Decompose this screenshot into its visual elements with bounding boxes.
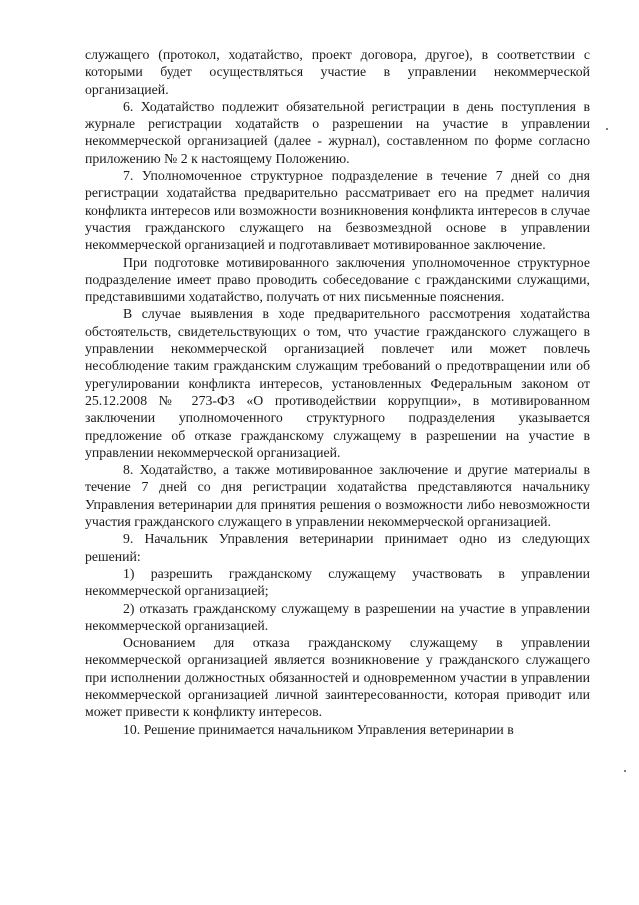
paragraph-8-submission: 8. Ходатайство, а также мотивированное заключение и другие материалы в течение 7 дней со дня регистрации ходатайства представляются начальнику Управления ветеринарии для принятия решения о возможности либо невозможности участия гражданского служащего в управлении некоммерческой организацией. [85,462,590,530]
decision-option-allow: 1) разрешить гражданскому служащему участвовать в управлении некоммерческой организацией; [85,565,590,599]
scan-speck [624,770,626,772]
paragraph-9-refusal-grounds: Основанием для отказа гражданскому служащему в управлении некоммерческой организацией является возникновение у гражданского служащего при исполнении должностных обязанностей и одновременном участии в управлении некоммерческой организацией личной заинтересованности, которая приводит или может привести к конфликту интересов. [85,635,590,720]
document-body [85,46,590,738]
decision-option-refuse: 2) отказать гражданскому служащему в разрешении на участие в управлении некоммерческой организацией. [85,600,590,633]
paragraph-9-decisions: 9. Начальник Управления ветеринарии принимает одно из следующих решений: [85,531,590,564]
paragraph-7-interview: При подготовке мотивированного заключения уполномоченное структурное подразделение имеет право проводить собеседование с гражданскими служащими, представившими ходатайство, получать от них письменные пояснения. [85,254,590,305]
paragraph-7-conflict: В случае выявления в ходе предварительного рассмотрения ходатайства обстоятельств, свидетельствующих о том, что участие гражданского служащего в управлении некоммерческой организацией повлечет или может повлечь несоблюдение таким гражданским служащим требований о предотвращении или об урегулировании конфликта интересов, установленных Федеральным законом от 25.12.2008 № 273-ФЗ «О противодействии коррупции», в мотивированном заключении уполномоченного структурного подразделения указывается предложение об отказе гражданскому служащему в разрешении на участие в управлении некоммерческой организацией. [85,306,590,460]
paragraph-continuation: служащего (протокол, ходатайство, проект договора, другое), в соответствии с которыми будет осуществляться участие в управлении некоммерческой организацией. [85,47,590,97]
paragraph-10-decision: 10. Решение принимается начальником Управления ветеринарии в [123,721,514,737]
paragraph-7-review: 7. Уполномоченное структурное подразделение в течение 7 дней со дня регистрации ходатайства предварительно рассматривает его на предмет наличия конфликта интересов или возможности возникновения конфликта интересов в случае участия гражданского служащего на безвозмездной основе в управлении некоммерческой организацией и подготавливает мотивированное заключение. [85,168,590,253]
scan-speck [606,128,608,130]
paragraph-6-registration: 6. Ходатайство подлежит обязательной регистрации в день поступления в журнале регистрации ходатайств о разрешении на участие в управлении некоммерческой организацией (далее - журнал), составленном по форме согласно приложению № 2 к настоящему Положению. [85,98,590,166]
